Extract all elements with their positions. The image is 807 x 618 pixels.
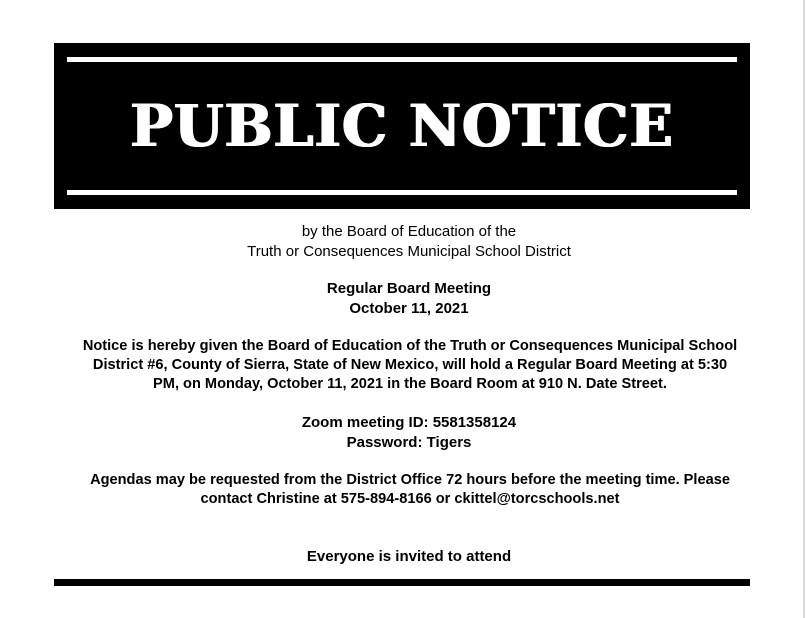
banner-bottom-rule <box>67 190 737 195</box>
zoom-info <box>54 413 764 453</box>
meeting-date: October 11, 2021 <box>349 300 469 317</box>
zoom-password: Password: Tigers <box>346 434 472 451</box>
agendas-line-1: Agendas may be requested from the District Office 72 hours before the meeting time. Please <box>90 472 730 488</box>
meeting-type: Regular Board Meeting <box>326 280 492 297</box>
zoom-meeting-id: Zoom meeting ID: 5581358124 <box>301 414 517 431</box>
invitation-text: Everyone is invited to attend <box>306 548 512 565</box>
agendas-paragraph <box>58 471 762 509</box>
notice-line-3: PM, on Monday, October 11, 2021 in the Board Room at 910 N. Date Street. <box>153 376 667 392</box>
page-edge <box>803 0 805 618</box>
agendas-line-2: contact Christine at 575-894-8166 or ckittel@torcschools.net <box>200 491 620 507</box>
banner-top-rule <box>67 57 737 62</box>
byline-line-2: Truth or Consequences Municipal School District <box>247 243 571 260</box>
bottom-rule <box>54 579 750 586</box>
byline <box>54 222 764 262</box>
notice-paragraph <box>58 337 762 394</box>
notice-line-1: Notice is hereby given the Board of Education of the Truth or Consequences Municipal School <box>82 338 738 354</box>
notice-line-2: District #6, County of Sierra, State of New Mexico, will hold a Regular Board Meeting at 5:30 <box>92 357 728 373</box>
byline-line-1: by the Board of Education of the <box>301 223 517 240</box>
public-notice-banner <box>54 43 750 209</box>
banner-title: PUBLIC NOTICE <box>130 92 674 160</box>
meeting-heading <box>54 279 764 319</box>
